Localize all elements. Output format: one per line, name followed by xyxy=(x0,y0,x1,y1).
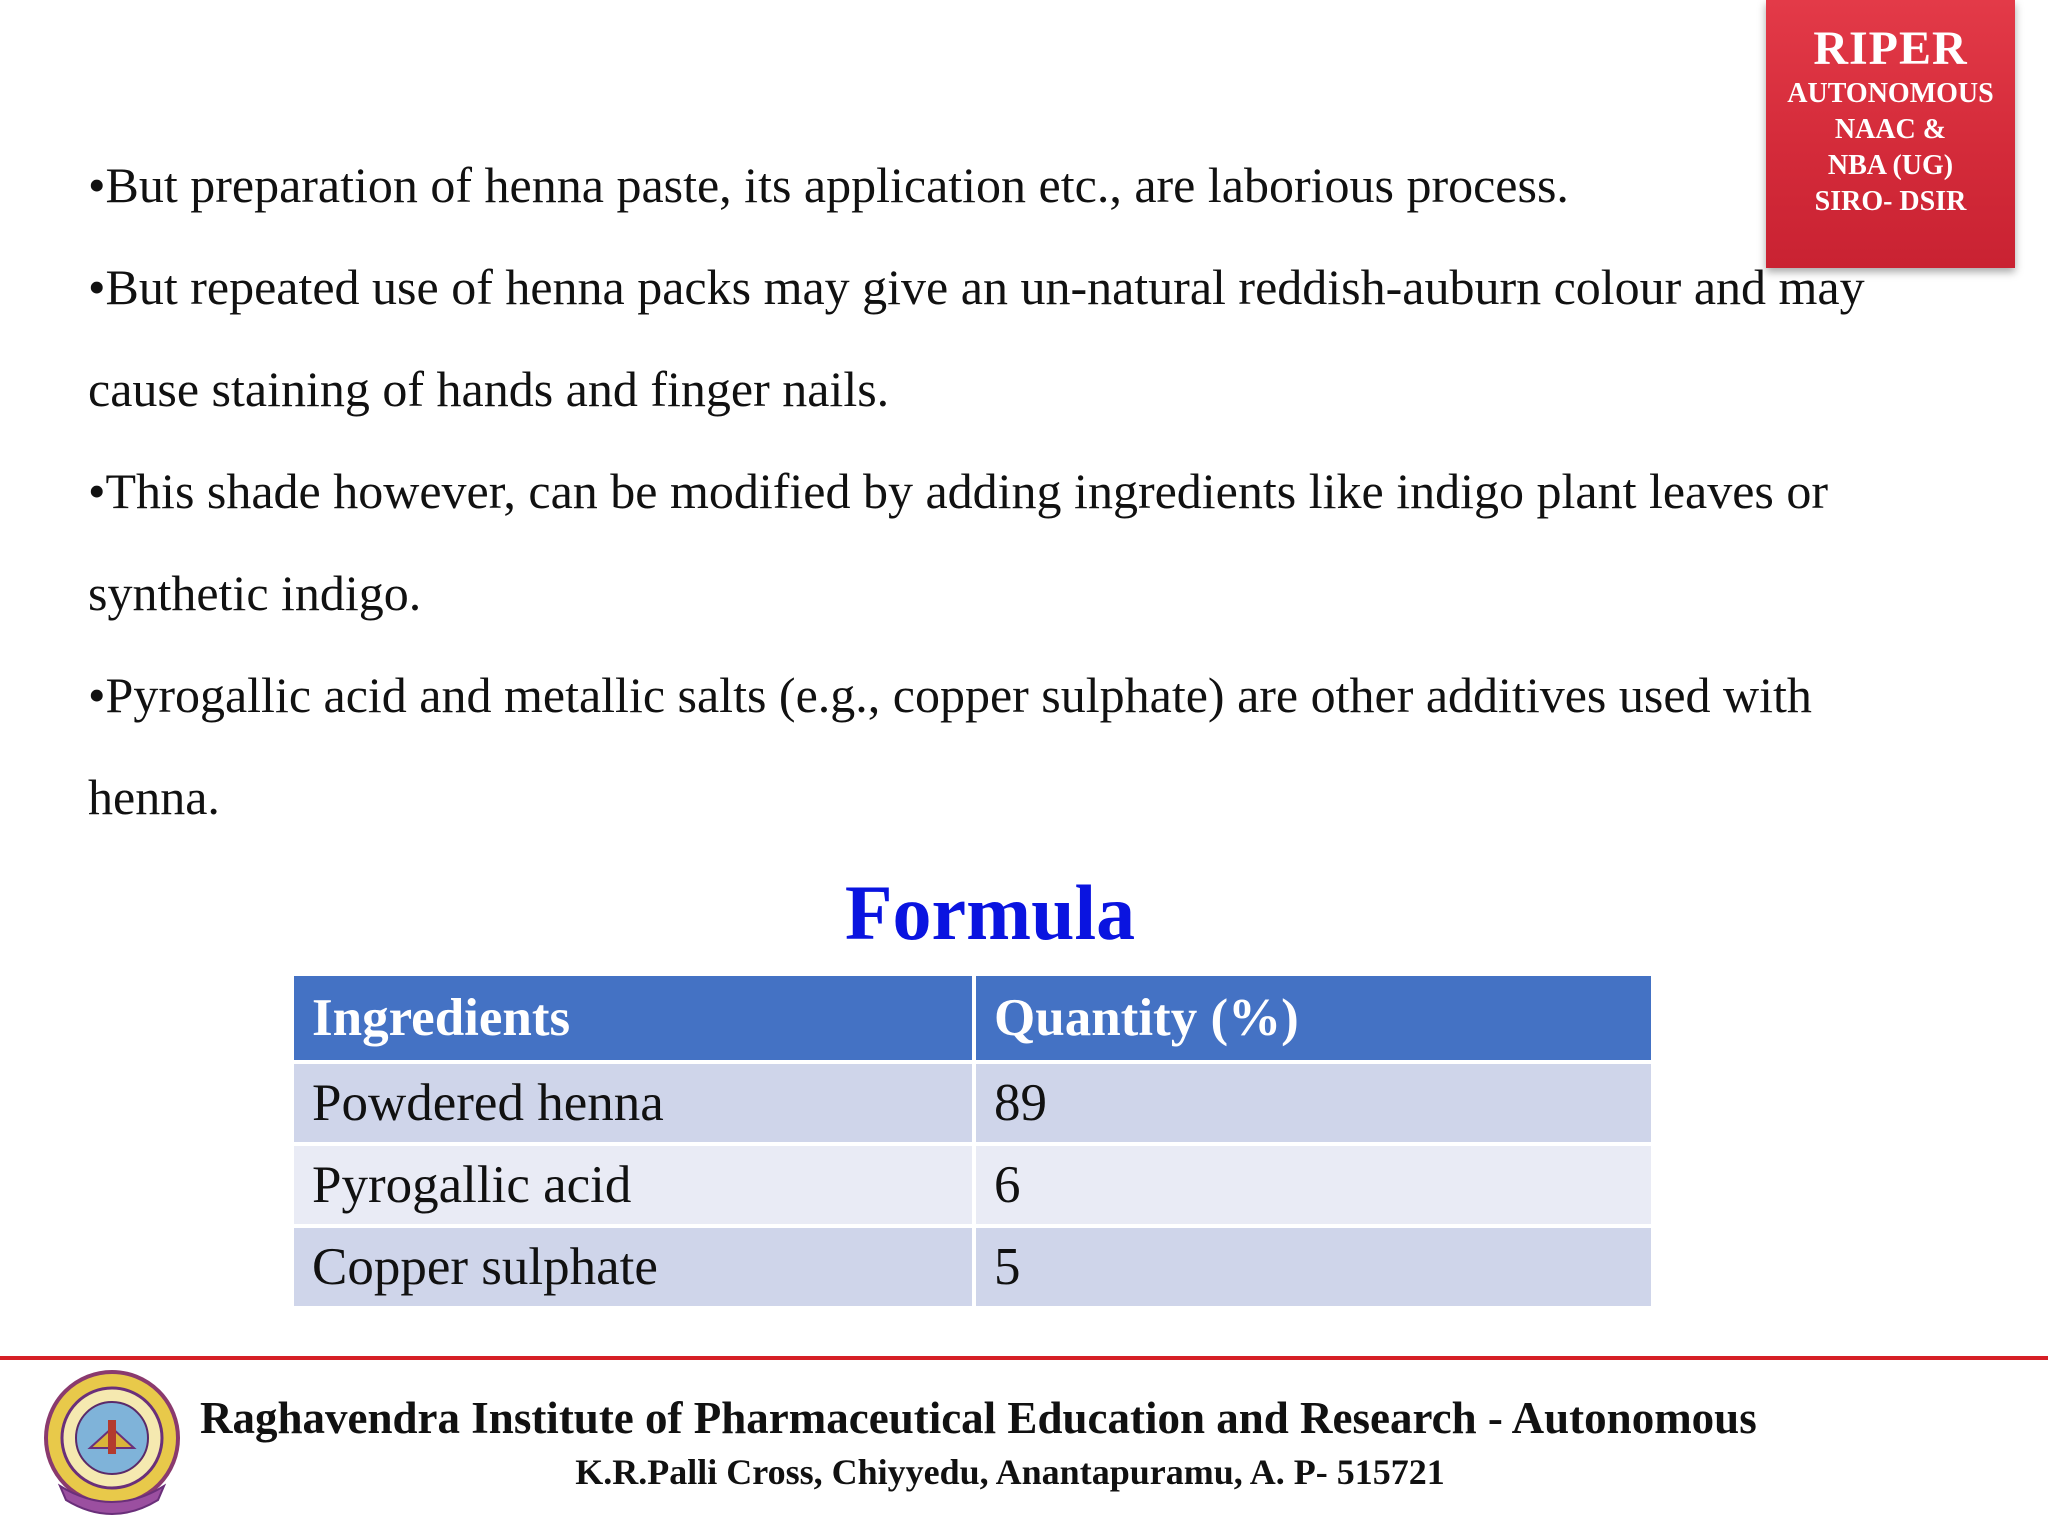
institute-address: K.R.Palli Cross, Chiyyedu, Anantapuramu, A. P- 515721 xyxy=(575,1452,1445,1492)
table-header-row xyxy=(292,974,1653,1062)
badge-line-naac: NAAC & xyxy=(1834,114,1947,145)
header-quantity: Quantity (%) xyxy=(974,974,1653,1062)
footer-divider xyxy=(0,1356,2048,1360)
quantity-cell: 89 xyxy=(974,1062,1653,1144)
ingredient-cell: Powdered henna xyxy=(292,1062,974,1144)
bullet-item: •But preparation of henna paste, its application etc., are laborious process. xyxy=(88,157,1569,213)
badge-line-autonomous: AUTONOMOUS xyxy=(1787,78,1994,109)
ingredient-cell: Copper sulphate xyxy=(292,1226,974,1308)
table-row xyxy=(292,1144,1653,1226)
institute-name: Raghavendra Institute of Pharmaceutical Education and Research - Autonomous xyxy=(200,1393,1757,1443)
quantity-cell: 5 xyxy=(974,1226,1653,1308)
ingredient-cell: Pyrogallic acid xyxy=(292,1144,974,1226)
bullet-item: •But repeated use of henna packs may give an un-natural reddish-auburn colour and may cause staining of hands and finger nails. xyxy=(88,259,1865,417)
badge-line-nba: NBA (UG) xyxy=(1827,150,1954,181)
table-row xyxy=(292,1226,1653,1308)
bullet-item: •This shade however, can be modified by adding ingredients like indigo plant leaves or synthetic indigo. xyxy=(88,463,1829,621)
bullet-item: •Pyrogallic acid and metallic salts (e.g., copper sulphate) are other additives used with henna. xyxy=(88,667,1812,825)
table-row xyxy=(292,1062,1653,1144)
institute-logo-icon xyxy=(40,1368,185,1523)
badge-line-siro: SIRO- DSIR xyxy=(1814,186,1967,217)
header-ingredients: Ingredients xyxy=(292,974,974,1062)
quantity-cell: 6 xyxy=(974,1144,1653,1226)
formula-table xyxy=(290,972,1655,1310)
bullet-list xyxy=(88,134,1888,848)
badge-title: RIPER xyxy=(1813,22,1968,75)
formula-heading: Formula xyxy=(844,869,1136,956)
